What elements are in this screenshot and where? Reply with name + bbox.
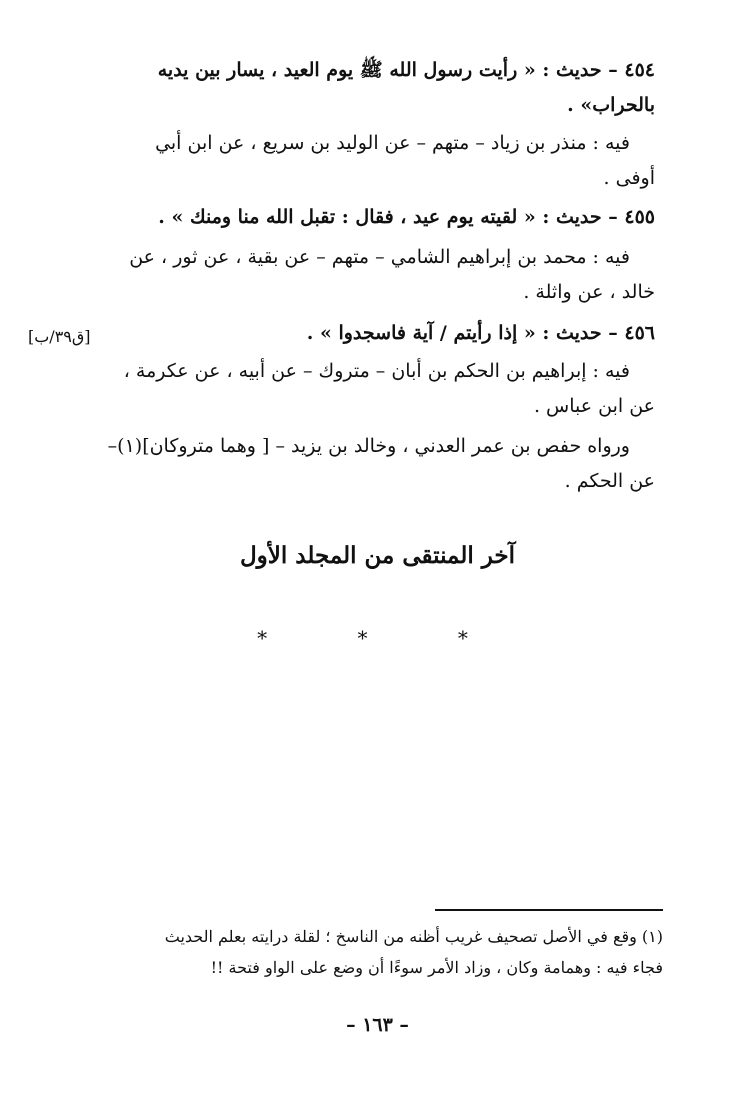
star-ornament: *: [357, 626, 398, 650]
footnote-1-continued: فجاء فيه : وهمامة وكان ، وزاد الأمر سوءًا أن وضع على الواو فتحة !!: [210, 958, 663, 977]
hadith-456-narration-continued: عن الحكم .: [564, 470, 655, 492]
hadith-456-chain-continued: عن ابن عباس .: [533, 395, 655, 417]
hadith-454-text-continued: بالحراب» .: [567, 94, 655, 116]
ornament-stars: [0, 626, 755, 650]
hadith-456-narration: ورواه حفص بن عمر العدني ، وخالد بن يزيد – [ وهما متروكان](١)–: [107, 435, 630, 457]
hadith-456-chain: فيه : إبراهيم بن الحكم بن أبان – متروك – عن أبيه ، عن عكرمة ،: [123, 360, 630, 382]
hadith-456-text: ٤٥٦ – حديث : « إذا رأيتم / آية فاسجدوا » .: [306, 322, 655, 344]
hadith-454-chain: فيه : منذر بن زياد – متهم – عن الوليد بن سريع ، عن ابن أبي: [155, 132, 630, 154]
manuscript-folio-marker: [ق٣٩/ب]: [28, 327, 91, 346]
star-ornament: *: [257, 626, 298, 650]
hadith-455-text: ٤٥٥ – حديث : « لقيته يوم عيد ، فقال : تقبل الله منا ومنك » .: [158, 206, 655, 228]
page-number: – ١٦٣ –: [346, 1014, 409, 1036]
hadith-455-chain-continued: خالد ، عن واثلة .: [523, 281, 655, 303]
volume-end-title: آخر المنتقى من المجلد الأول: [239, 542, 516, 569]
star-ornament: *: [457, 626, 498, 650]
hadith-455-chain: فيه : محمد بن إبراهيم الشامي – متهم – عن بقية ، عن ثور ، عن: [129, 246, 630, 268]
footnote-separator: [435, 909, 663, 911]
hadith-454-chain-continued: أوفى .: [603, 167, 655, 189]
hadith-454-text: ٤٥٤ – حديث : « رأيت رسول الله ﷺ يوم العيد ، يسار بين يديه: [157, 59, 655, 81]
footnote-1: (١) وقع في الأصل تصحيف غريب أظنه من الناسخ ؛ لقلة درايته بعلم الحديث: [164, 927, 663, 946]
